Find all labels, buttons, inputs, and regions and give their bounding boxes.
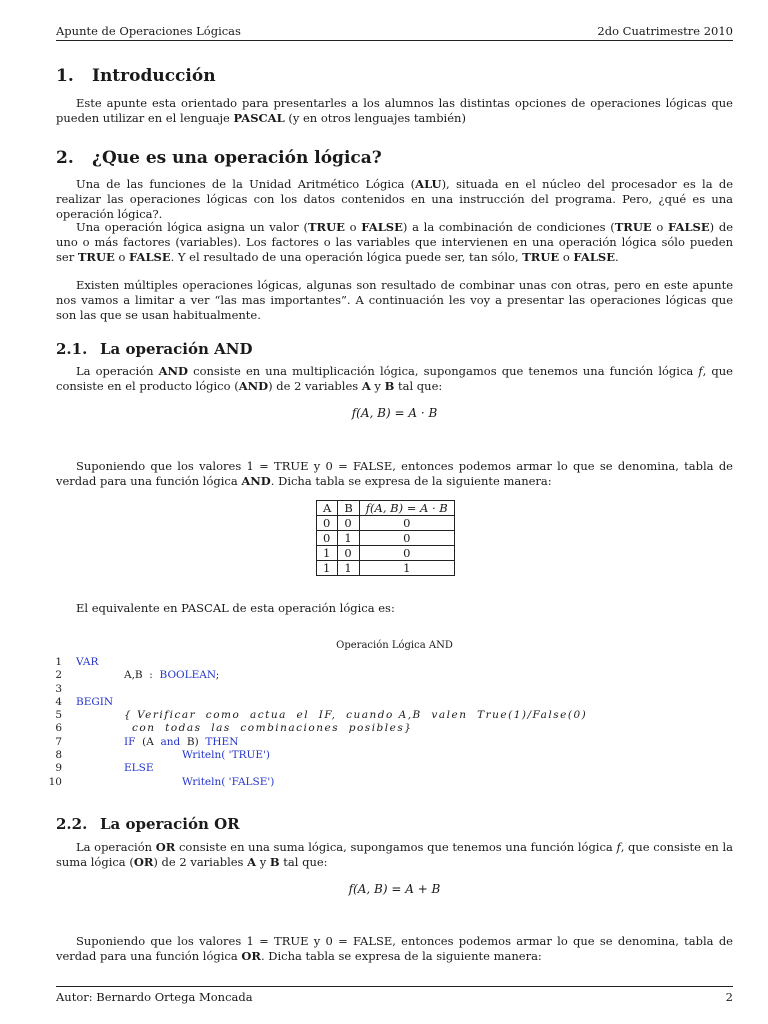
table-cell: 0 <box>338 546 359 561</box>
subsection-heading-or <box>56 815 240 833</box>
section-number: 2. <box>56 148 74 168</box>
code-line: 8 Writeln( 'TRUE') <box>55 749 270 762</box>
or-definition-paragraph: La operación OR consiste en una suma lógica, supongamos que tenemos una función lógica f, que consiste en la suma lógica (OR) de 2 variables A y B tal que: <box>56 840 734 869</box>
page-number: 2 <box>725 990 733 1004</box>
header-title: Apunte de Operaciones Lógicas <box>56 24 241 38</box>
code-caption: Operación Lógica AND <box>336 640 453 651</box>
section-number: 1. <box>56 66 74 86</box>
table-row <box>317 561 455 576</box>
pascal-equivalent-paragraph: El equivalente en PASCAL de esta operación lógica es: <box>76 601 395 615</box>
pascal-code-listing <box>36 656 587 789</box>
section-heading-introduccion <box>56 66 216 86</box>
table-cell: 1 <box>338 531 359 546</box>
footer-rule <box>56 986 733 987</box>
subsection-number: 2.1. <box>56 340 88 358</box>
table-cell: 0 <box>317 516 338 531</box>
table-cell: 1 <box>359 561 454 576</box>
table-header-b: B <box>338 501 359 516</box>
intro-paragraph: Este apunte esta orientado para presentarles a los alumnos las distintas opciones de operaciones lógicas que pueden utilizar en el lenguaje PASCAL (y en otros lenguajes también) <box>56 96 733 125</box>
table-row <box>317 516 455 531</box>
footer-author: Autor: Bernardo Ortega Moncada <box>56 990 253 1004</box>
header-rule <box>56 40 733 41</box>
and-definition-paragraph: La operación AND consiste en una multiplicación lógica, supongamos que tenemos una función lógica f, que consiste en el producto lógico (AND) de 2 variables A y B tal que: <box>56 364 733 393</box>
table-cell: 0 <box>359 531 454 546</box>
table-row <box>317 546 455 561</box>
or-formula: f(A, B) = A + B <box>348 882 441 896</box>
table-cell: 1 <box>317 561 338 576</box>
or-truth-intro-paragraph: Suponiendo que los valores 1 = TRUE y 0 = FALSE, entonces podemos armar lo que se denomina, tabla de verdad para una función lógica OR. Dicha tabla se expresa de la siguiente manera: <box>56 934 733 963</box>
code-line: 6 con todas las combinaciones posibles} <box>55 722 413 735</box>
code-line: 5 { Verificar como actua el IF, cuando A,B valen True(1)/False(0) <box>55 709 588 722</box>
table-cell: 0 <box>338 516 359 531</box>
table-row <box>317 531 455 546</box>
code-line: 3 <box>55 682 62 695</box>
and-truth-intro-paragraph: Suponiendo que los valores 1 = TRUE y 0 = FALSE, entonces podemos armar lo que se denomina, tabla de verdad para una función lógica AND. Dicha tabla se expresa de la siguiente manera: <box>56 459 733 488</box>
code-line: 2 A,B : BOOLEAN; <box>55 669 220 682</box>
code-line: 1 VAR <box>55 656 99 668</box>
and-formula: f(A, B) = A · B <box>351 406 438 420</box>
table-cell: 0 <box>359 546 454 561</box>
section-heading-operacion-logica <box>56 148 382 168</box>
table-cell: 1 <box>338 561 359 576</box>
table-header-row <box>317 501 455 516</box>
subsection-number: 2.2. <box>56 815 88 833</box>
code-line: 10 Writeln( 'FALSE') <box>48 775 275 788</box>
code-line: 9 ELSE <box>55 762 154 775</box>
alu-paragraph: Una de las funciones de la Unidad Aritmético Lógica (ALU), situada en el núcleo del procesador es la de realizar las operaciones lógicas con los datos contenidos en una instrucción del programa. Pero, ¿qué es una operación lógica?. <box>56 177 733 221</box>
document-page <box>48 0 734 1024</box>
subsection-title: La operación AND <box>100 340 253 358</box>
code-line: 4 BEGIN <box>55 695 114 708</box>
table-header-f: f(A, B) = A · B <box>359 501 454 516</box>
table-cell: 0 <box>317 531 338 546</box>
and-truth-table <box>316 500 455 576</box>
operations-paragraph: Existen múltiples operaciones lógicas, algunas son resultado de combinar unas con otras, pero en este apunte nos vamos a limitar a ver “las mas importantes”. A continuación les voy a presentar las operaciones lógicas que son las que se usan habitualmente. <box>56 278 733 322</box>
code-line: 7 IF (A and B) THEN <box>55 735 239 748</box>
subsection-heading-and <box>56 340 252 358</box>
definition-paragraph: Una operación lógica asigna un valor (TRUE o FALSE) a la combinación de condiciones (TRUE o FALSE) de uno o más factores (variables). Los factores o las variables que intervienen en una operación lógica sólo pueden ser TRUE o FALSE. Y el resultado de una operación lógica puede ser, tan sólo, TRUE o FALSE. <box>56 220 734 264</box>
section-title: ¿Que es una operación lógica? <box>92 148 382 168</box>
header-term: 2do Cuatrimestre 2010 <box>597 24 733 38</box>
table-cell: 1 <box>317 546 338 561</box>
table-header-a: A <box>317 501 338 516</box>
table-cell: 0 <box>359 516 454 531</box>
section-title: Introducción <box>92 66 216 86</box>
subsection-title: La operación OR <box>100 815 240 833</box>
